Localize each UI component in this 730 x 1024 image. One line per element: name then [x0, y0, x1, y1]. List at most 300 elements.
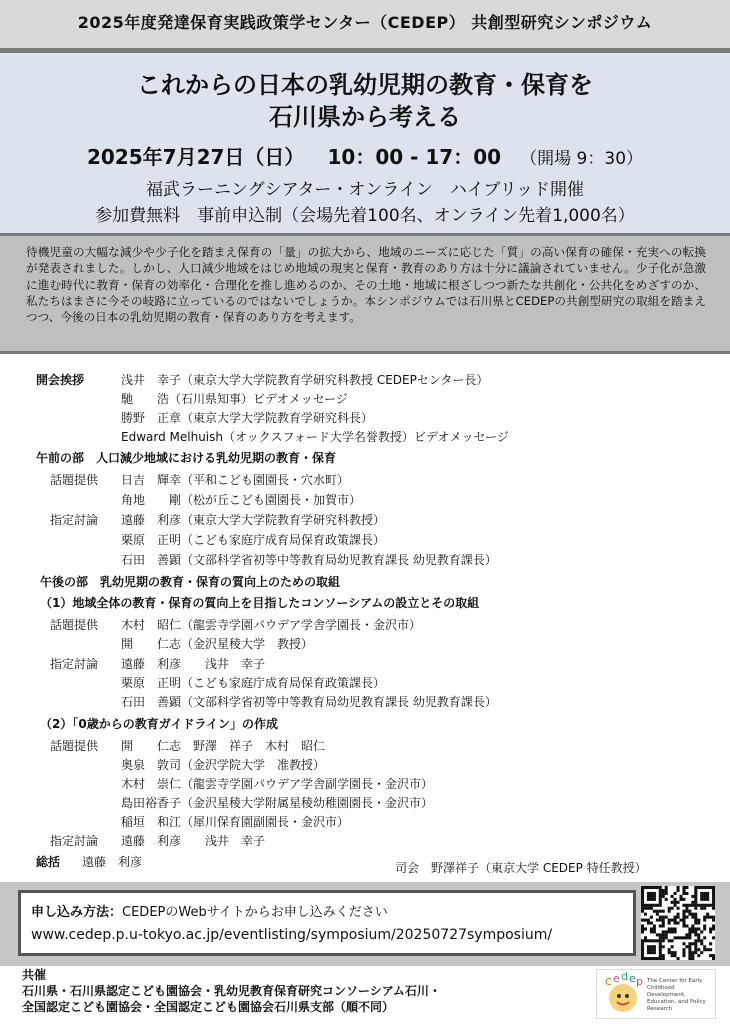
event-fee: 参加費無料 事前申込制（会場先着100名、オンライン先着1,000名）	[95, 206, 635, 226]
registration-method-text: CEDEPのWebサイトからお申し込みください	[122, 905, 388, 920]
qr-module	[641, 954, 644, 957]
qr-module	[685, 916, 688, 919]
qr-module	[644, 907, 647, 910]
qr-module	[641, 919, 644, 922]
qr-module	[679, 898, 682, 901]
qr-module	[641, 957, 644, 960]
qr-module	[650, 886, 653, 889]
qr-module	[712, 904, 715, 907]
qr-module	[653, 939, 656, 942]
qr-module	[712, 901, 715, 904]
qr-module	[712, 889, 715, 892]
registration-url-link[interactable]: www.cedep.p.u-tokyo.ac.jp/eventlisting/symposium/20250727symposium/	[31, 927, 553, 943]
program-line: 木村 崇仁（龍雲寺学園パウデア学舎副学園長・金沢市）	[121, 777, 434, 791]
qr-module	[641, 892, 644, 895]
qr-module	[668, 951, 671, 954]
qr-module	[685, 936, 688, 939]
qr-module	[647, 904, 650, 907]
qr-module	[679, 936, 682, 939]
qr-module	[697, 922, 700, 925]
qr-module	[685, 892, 688, 895]
symposium-series: 2025年度発達保育実践政策学センター（CEDEP） 共創型研究シンポジウム	[77, 13, 653, 32]
qr-module	[650, 951, 653, 954]
qr-module	[674, 898, 677, 901]
svg-text:c: c	[605, 974, 612, 988]
page-title-line1: これからの日本の乳幼児期の教育・保育を	[137, 71, 593, 99]
topic-label: 話題提供	[50, 739, 99, 753]
qr-module	[674, 930, 677, 933]
session2-title: （2）「0歳からの教育ガイドライン」の作成	[40, 717, 278, 731]
qr-module	[694, 898, 697, 901]
qr-module	[703, 945, 706, 948]
qr-module	[691, 916, 694, 919]
qr-module	[671, 945, 674, 948]
qr-module	[641, 898, 644, 901]
qr-module	[641, 924, 644, 927]
qr-module	[694, 930, 697, 933]
qr-module	[653, 945, 656, 948]
qr-module	[691, 951, 694, 954]
qr-module	[665, 930, 668, 933]
qr-module	[668, 919, 671, 922]
qr-module	[641, 927, 644, 930]
qr-module	[662, 892, 665, 895]
qr-module	[641, 895, 644, 898]
qr-module	[674, 936, 677, 939]
program-line: 稲垣 和江（犀川保育園副園長・金沢市）	[121, 815, 350, 829]
program-section	[0, 354, 730, 881]
qr-module	[677, 936, 680, 939]
qr-module	[682, 922, 685, 925]
qr-module	[682, 898, 685, 901]
qr-module	[665, 889, 668, 892]
qr-module	[700, 942, 703, 945]
qr-module	[691, 954, 694, 957]
qr-module	[644, 913, 647, 916]
qr-module	[691, 924, 694, 927]
qr-module	[700, 886, 703, 889]
program-line: 開 仁志（金沢星稜大学 教授）	[121, 637, 314, 651]
qr-module	[650, 898, 653, 901]
qr-module	[665, 936, 668, 939]
qr-module	[712, 954, 715, 957]
qr-module	[659, 889, 662, 892]
qr-module	[665, 892, 668, 895]
qr-module	[674, 904, 677, 907]
qr-module	[694, 922, 697, 925]
qr-module	[662, 916, 665, 919]
qr-module	[712, 907, 715, 910]
qr-module	[694, 919, 697, 922]
qr-module	[647, 886, 650, 889]
qr-module	[688, 951, 691, 954]
qr-module	[694, 895, 697, 898]
qr-module	[647, 892, 650, 895]
qr-module	[709, 927, 712, 930]
qr-module	[644, 957, 647, 960]
qr-module	[653, 927, 656, 930]
qr-module	[656, 957, 659, 960]
hero-section	[0, 53, 730, 233]
qr-module	[659, 886, 662, 889]
qr-module	[691, 904, 694, 907]
page-title-line2: 石川県から考える	[269, 103, 461, 131]
qr-module	[674, 927, 677, 930]
qr-module	[709, 916, 712, 919]
qr-module	[677, 913, 680, 916]
program-line: 栗原 正明（こども家庭庁成育局保育政策課長）	[121, 533, 386, 547]
qr-module	[644, 904, 647, 907]
qr-module	[697, 904, 700, 907]
qr-module	[671, 907, 674, 910]
qr-module	[682, 892, 685, 895]
qr-module	[682, 904, 685, 907]
qr-module	[674, 916, 677, 919]
qr-module	[668, 930, 671, 933]
qr-module	[694, 904, 697, 907]
event-datetime	[0, 141, 730, 170]
session1-title: （1）地域全体の教育・保育の質向上を目指したコンソーシアムの設立とその取組	[40, 596, 480, 610]
qr-module	[682, 936, 685, 939]
event-time: 10：00 - 17：00	[327, 145, 502, 169]
qr-module	[656, 904, 659, 907]
qr-module	[641, 889, 644, 892]
qr-module	[694, 945, 697, 948]
qr-module	[709, 942, 712, 945]
discuss-label: 指定討論	[50, 657, 99, 671]
program-line: 遠藤 利彦 浅井 幸子	[121, 834, 266, 848]
qr-module	[650, 927, 653, 930]
qr-module	[674, 951, 677, 954]
qr-module	[682, 889, 685, 892]
qr-module	[688, 904, 691, 907]
qr-module	[685, 904, 688, 907]
svg-text:p: p	[636, 975, 643, 988]
qr-module	[659, 933, 662, 936]
qr-module	[703, 886, 706, 889]
qr-module	[688, 957, 691, 960]
qr-module	[697, 919, 700, 922]
qr-module	[656, 886, 659, 889]
qr-module	[694, 927, 697, 930]
qr-module	[682, 919, 685, 922]
qr-module	[688, 930, 691, 933]
qr-module	[706, 913, 709, 916]
program-line: 栗原 正明（こども家庭庁成育局保育政策課長）	[121, 676, 386, 690]
cedep-logo	[596, 969, 716, 1019]
qr-module	[712, 924, 715, 927]
qr-module	[653, 886, 656, 889]
qr-module	[662, 945, 665, 948]
qr-module	[659, 895, 662, 898]
qr-module	[647, 895, 650, 898]
cosponsor-section	[0, 966, 730, 1024]
qr-module	[703, 907, 706, 910]
closing-speaker: 遠藤 利彦	[82, 855, 143, 869]
qr-module	[688, 927, 691, 930]
qr-module	[671, 919, 674, 922]
program-line: 勝野 正章（東京大学大学院教育学研究科長）	[121, 411, 374, 425]
qr-module	[659, 942, 662, 945]
svg-text:e: e	[629, 972, 636, 985]
qr-module	[647, 922, 650, 925]
qr-module	[662, 895, 665, 898]
qr-module	[659, 892, 662, 895]
qr-module	[659, 904, 662, 907]
qr-module	[700, 939, 703, 942]
qr-code[interactable]	[641, 886, 715, 960]
qr-module	[674, 919, 677, 922]
qr-module	[671, 930, 674, 933]
qr-module	[650, 904, 653, 907]
event-venue: 福武ラーニングシアター・オンライン ハイブリッド開催	[145, 180, 585, 200]
qr-module	[650, 930, 653, 933]
qr-module	[700, 895, 703, 898]
qr-module	[694, 951, 697, 954]
qr-module	[700, 930, 703, 933]
qr-module	[688, 913, 691, 916]
qr-module	[682, 924, 685, 927]
qr-module	[677, 886, 680, 889]
qr-module	[659, 910, 662, 913]
qr-module	[691, 927, 694, 930]
qr-module	[709, 904, 712, 907]
qr-module	[706, 898, 709, 901]
cosponsor-line1: 石川県・石川県認定こども園協会・乳幼児教育保育研究コンソーシアム石川・	[22, 984, 441, 998]
qr-module	[665, 916, 668, 919]
qr-module	[677, 957, 680, 960]
afternoon-title: 午後の部 乳幼児期の教育・保育の質向上のための取組	[40, 575, 341, 589]
qr-module	[650, 916, 653, 919]
qr-module	[656, 939, 659, 942]
qr-module	[662, 910, 665, 913]
qr-module	[641, 942, 644, 945]
qr-module	[682, 916, 685, 919]
qr-module	[659, 901, 662, 904]
qr-module	[691, 895, 694, 898]
qr-module	[656, 919, 659, 922]
qr-module	[641, 907, 644, 910]
qr-module	[703, 916, 706, 919]
qr-module	[700, 904, 703, 907]
qr-module	[700, 951, 703, 954]
header-band	[0, 0, 730, 48]
qr-module	[653, 951, 656, 954]
morning-title: 午前の部 人口減少地域における乳幼児期の教育・保育	[36, 451, 337, 465]
qr-module	[694, 889, 697, 892]
qr-module	[694, 886, 697, 889]
qr-module	[700, 898, 703, 901]
program-line: 石田 善顕（文部科学省初等中等教育局幼児教育課長 幼児教育課長）	[121, 553, 497, 567]
event-date: 2025年7月27日（日）	[86, 145, 305, 169]
qr-module	[662, 922, 665, 925]
qr-module	[712, 957, 715, 960]
qr-module	[662, 889, 665, 892]
qr-module	[674, 892, 677, 895]
qr-module	[641, 930, 644, 933]
qr-module	[697, 948, 700, 951]
qr-module	[653, 930, 656, 933]
cedep-logo-mark	[597, 970, 645, 1018]
qr-module	[647, 919, 650, 922]
qr-module	[697, 954, 700, 957]
qr-module	[653, 904, 656, 907]
qr-module	[671, 951, 674, 954]
qr-module	[694, 948, 697, 951]
qr-module	[650, 945, 653, 948]
qr-module	[706, 916, 709, 919]
qr-module	[674, 954, 677, 957]
qr-module	[653, 892, 656, 895]
qr-module	[691, 930, 694, 933]
qr-module	[653, 957, 656, 960]
qr-module	[659, 916, 662, 919]
qr-module	[688, 942, 691, 945]
topic-label: 話題提供	[50, 473, 99, 487]
qr-module	[685, 910, 688, 913]
qr-module	[671, 895, 674, 898]
qr-module	[656, 913, 659, 916]
qr-module	[691, 957, 694, 960]
program-line: 開 仁志 野澤 祥子 木村 昭仁	[121, 739, 326, 753]
qr-module	[662, 924, 665, 927]
qr-module	[656, 933, 659, 936]
qr-module	[697, 936, 700, 939]
svg-text:d: d	[621, 970, 628, 983]
qr-module	[709, 954, 712, 957]
qr-module	[662, 919, 665, 922]
qr-module	[694, 913, 697, 916]
qr-module	[659, 945, 662, 948]
qr-module	[712, 886, 715, 889]
qr-module	[647, 948, 650, 951]
qr-module	[653, 924, 656, 927]
qr-module	[650, 939, 653, 942]
doors-open: （開場 9：30）	[520, 149, 644, 169]
qr-module	[703, 924, 706, 927]
qr-module	[662, 933, 665, 936]
qr-module	[703, 936, 706, 939]
program-line: 奥泉 敦司（金沢学院大学 准教授）	[121, 758, 326, 772]
qr-module	[665, 886, 668, 889]
qr-module	[694, 939, 697, 942]
qr-module	[709, 930, 712, 933]
qr-module	[703, 927, 706, 930]
qr-module	[685, 945, 688, 948]
qr-module	[703, 892, 706, 895]
qr-module	[677, 916, 680, 919]
qr-module	[712, 898, 715, 901]
qr-module	[641, 904, 644, 907]
qr-module	[688, 945, 691, 948]
qr-module	[641, 901, 644, 904]
qr-module	[697, 886, 700, 889]
qr-code-graphic	[641, 886, 715, 960]
discuss-label: 指定討論	[50, 834, 99, 848]
qr-module	[644, 927, 647, 930]
svg-text:e: e	[613, 972, 620, 985]
qr-module	[685, 907, 688, 910]
qr-module	[659, 936, 662, 939]
qr-module	[665, 933, 668, 936]
qr-module	[641, 948, 644, 951]
qr-module	[662, 936, 665, 939]
qr-module	[659, 948, 662, 951]
qr-module	[647, 898, 650, 901]
qr-module	[668, 907, 671, 910]
qr-module	[641, 910, 644, 913]
qr-module	[697, 939, 700, 942]
qr-module	[659, 957, 662, 960]
qr-module	[712, 936, 715, 939]
qr-module	[712, 916, 715, 919]
closing-label: 総括	[36, 855, 61, 869]
qr-module	[653, 948, 656, 951]
qr-module	[677, 901, 680, 904]
qr-module	[700, 907, 703, 910]
qr-module	[677, 907, 680, 910]
qr-module	[700, 892, 703, 895]
qr-module	[709, 948, 712, 951]
program-line: 石田 善顕（文部科学省初等中等教育局幼児教育課長 幼児教育課長）	[121, 695, 497, 709]
discuss-label: 指定討論	[50, 513, 99, 527]
qr-module	[682, 913, 685, 916]
qr-module	[691, 901, 694, 904]
qr-module	[653, 910, 656, 913]
registration-method-label: 申し込み方法：	[31, 905, 123, 920]
qr-module	[641, 886, 644, 889]
qr-module	[659, 919, 662, 922]
qr-module	[662, 939, 665, 942]
qr-module	[644, 886, 647, 889]
intro-section	[0, 236, 730, 351]
program-line: 遠藤 利彦（東京大学大学院教育学研究科教授）	[121, 513, 386, 527]
qr-module	[671, 954, 674, 957]
qr-module	[647, 957, 650, 960]
program-line: 遠藤 利彦 浅井 幸子	[121, 657, 266, 671]
qr-module	[682, 942, 685, 945]
mc: 司会 野澤祥子（東京大学 CEDEP 特任教授）	[395, 861, 647, 875]
qr-module	[709, 886, 712, 889]
qr-module	[647, 951, 650, 954]
qr-module	[712, 895, 715, 898]
qr-module	[662, 954, 665, 957]
qr-module	[653, 895, 656, 898]
qr-module	[712, 919, 715, 922]
qr-module	[703, 904, 706, 907]
qr-module	[694, 901, 697, 904]
qr-module	[668, 948, 671, 951]
qr-module	[691, 913, 694, 916]
program-line: 日吉 輝幸（平和こども園園長・穴水町）	[121, 473, 350, 487]
qr-module	[685, 886, 688, 889]
qr-module	[641, 939, 644, 942]
qr-module	[647, 945, 650, 948]
registration-box	[18, 890, 636, 956]
logo-text: The Center for Early Childhood Development, Education, and Policy Research	[647, 978, 706, 1012]
qr-module	[656, 910, 659, 913]
qr-module	[668, 910, 671, 913]
qr-module	[644, 919, 647, 922]
qr-module	[703, 948, 706, 951]
qr-module	[662, 957, 665, 960]
qr-module	[712, 892, 715, 895]
qr-module	[650, 957, 653, 960]
qr-module	[671, 939, 674, 942]
qr-module	[694, 933, 697, 936]
program-line: 島田裕香子（金沢星稜大学附属星稜幼稚園園長・金沢市）	[121, 796, 434, 810]
program-line: Edward Melhuish（オックスフォード大学名誉教授）ビデオメッセージ	[121, 430, 509, 444]
